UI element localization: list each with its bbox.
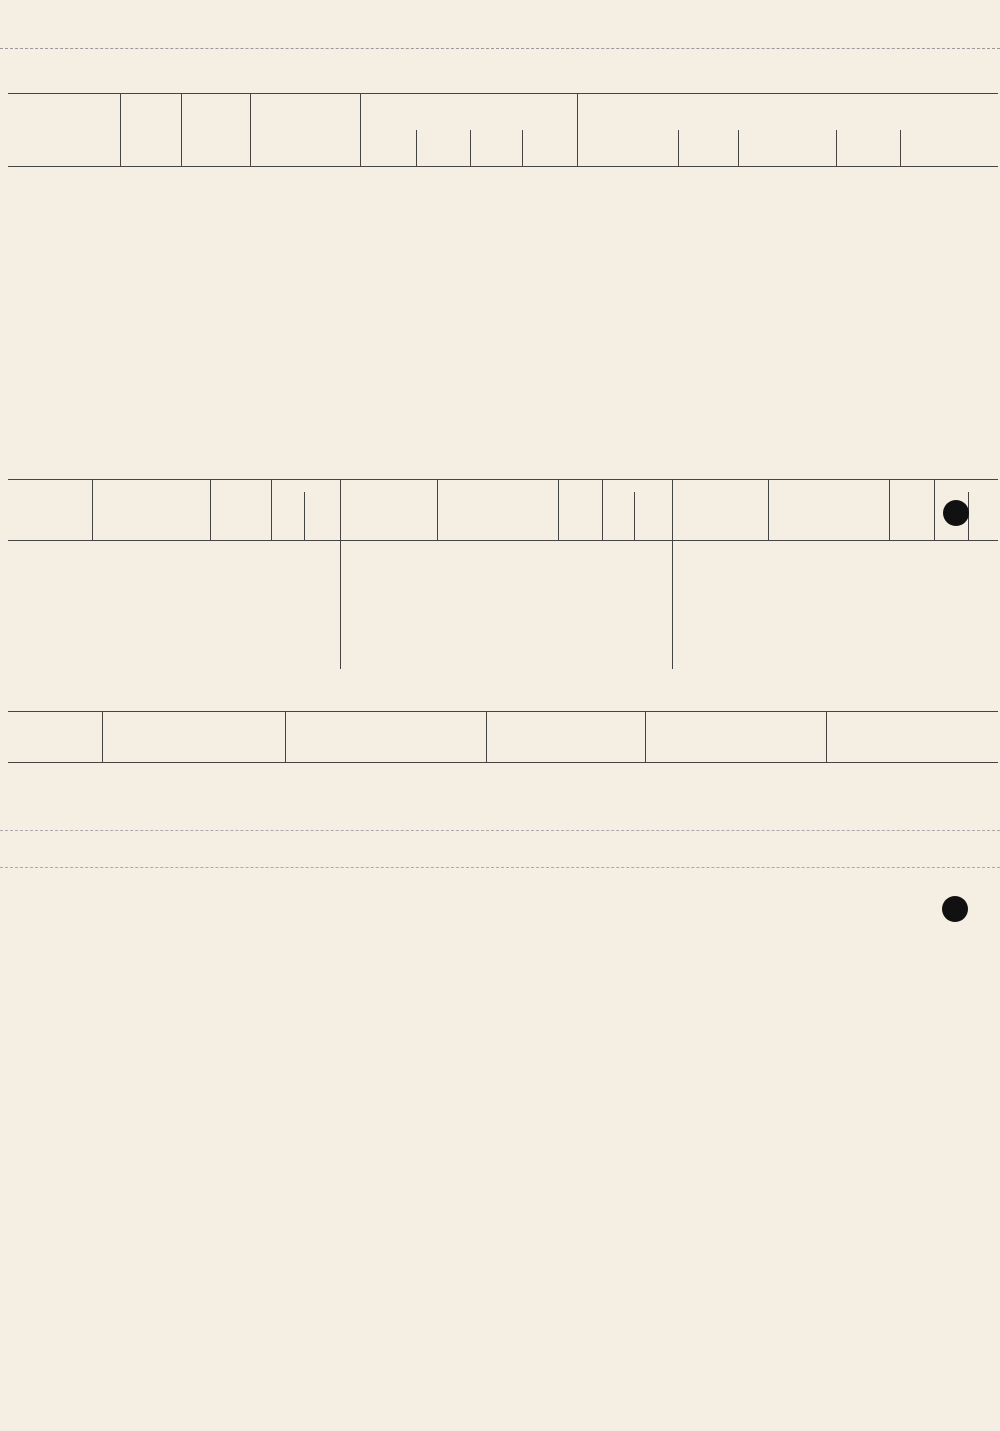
punch-hole-dot [943, 500, 969, 526]
aerological-diagram [0, 890, 1000, 1390]
punch-hole-dot-2 [942, 896, 968, 922]
